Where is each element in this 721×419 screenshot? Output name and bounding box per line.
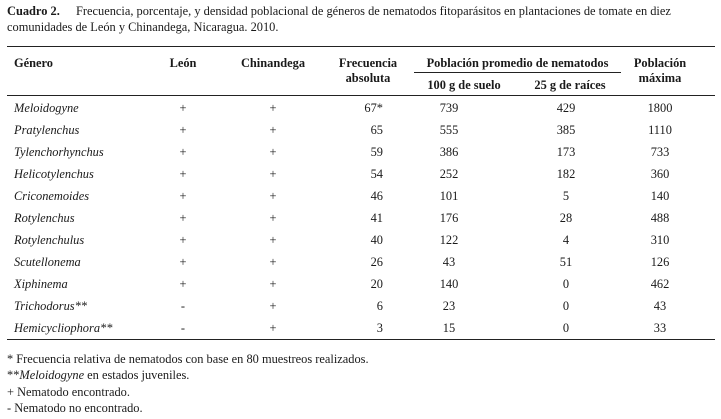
cell-raices: 0 <box>562 277 570 291</box>
footnote-juveniles-genus: Meloidogyne <box>19 368 85 383</box>
table-bottom-rule <box>7 339 715 340</box>
cell-leon: + <box>179 255 187 269</box>
cell-leon: + <box>179 123 187 137</box>
cell-maxima: 733 <box>650 145 670 159</box>
table-caption <box>7 3 715 35</box>
cell-leon: + <box>179 277 187 291</box>
header-maxima-line2: máxima <box>638 71 682 85</box>
cell-suelo: 386 <box>439 145 459 159</box>
cell-genero: Helicotylenchus <box>14 167 94 181</box>
caption-text-line1: Frecuencia, porcentaje, y densidad poblacional de géneros de nematodos fitoparásitos en plantaciones de tomate en diez <box>76 4 671 18</box>
cell-leon: + <box>179 211 187 225</box>
cell-suelo: 43 <box>442 255 456 269</box>
cell-suelo: 122 <box>439 233 459 247</box>
cell-genero: Rotylenchus <box>14 211 75 225</box>
caption-text-line2: comunidades de León y Chinandega, Nicaragua. 2010. <box>7 20 279 34</box>
footnote-encontrado: + Nematodo encontrado. <box>7 384 130 399</box>
cell-raices: 4 <box>562 233 570 247</box>
cell-leon: - <box>180 299 186 313</box>
cell-maxima: 140 <box>650 189 670 203</box>
cell-suelo: 176 <box>439 211 459 225</box>
cell-raices: 173 <box>556 145 576 159</box>
poblacion-subheader-rule <box>414 72 621 73</box>
header-leon: León <box>169 56 197 70</box>
footnote-no-encontrado: - Nematodo no encontrado. <box>7 400 143 415</box>
cell-frecuencia: 46 <box>370 189 383 203</box>
cell-leon: + <box>179 167 187 181</box>
cell-genero: Scutellonema <box>14 255 81 269</box>
cell-suelo: 252 <box>439 167 459 181</box>
cell-suelo: 555 <box>439 123 459 137</box>
header-bottom-rule <box>7 95 715 96</box>
cell-raices: 0 <box>562 321 570 335</box>
cell-frecuencia: 26 <box>370 255 383 269</box>
cell-genero: Meloidogyne <box>14 101 79 115</box>
cell-suelo: 140 <box>439 277 459 291</box>
header-suelo: 100 g de suelo <box>427 78 501 92</box>
cell-chinandega: + <box>269 277 277 291</box>
cell-suelo: 23 <box>442 299 456 313</box>
cell-raices: 385 <box>556 123 576 137</box>
cell-chinandega: + <box>269 123 277 137</box>
cell-chinandega: + <box>269 167 277 181</box>
header-poblacion-promedio: Población promedio de nematodos <box>426 56 609 70</box>
cell-genero: Criconemoides <box>14 189 90 203</box>
cell-frecuencia: 59 <box>370 145 383 159</box>
footnote-juveniles <box>7 367 369 383</box>
cell-maxima: 462 <box>650 277 670 291</box>
cell-chinandega: + <box>269 145 277 159</box>
cell-maxima: 1110 <box>648 123 672 137</box>
cell-leon: - <box>180 321 186 335</box>
cell-frecuencia: 3 <box>376 321 383 335</box>
cell-chinandega: + <box>269 255 277 269</box>
cell-chinandega: + <box>269 101 277 115</box>
header-frecuencia-line2: absoluta <box>345 71 391 85</box>
header-frecuencia-line1: Frecuencia <box>338 56 398 70</box>
cell-genero: Tylenchorhynchus <box>14 145 104 159</box>
header-raices: 25 g de raíces <box>534 78 606 92</box>
cell-chinandega: + <box>269 211 277 225</box>
cell-maxima: 488 <box>650 211 670 225</box>
cell-leon: + <box>179 233 187 247</box>
cell-leon: + <box>179 145 187 159</box>
cell-chinandega: + <box>269 233 277 247</box>
cell-raices: 0 <box>562 299 570 313</box>
header-maxima-line1: Población <box>633 56 687 70</box>
cell-maxima: 33 <box>653 321 667 335</box>
header-chinandega: Chinandega <box>240 56 306 70</box>
table-footnotes <box>7 351 369 416</box>
cell-maxima: 1800 <box>647 101 673 115</box>
cell-genero: Trichodorus** <box>14 299 87 313</box>
cell-frecuencia: 65 <box>370 123 383 137</box>
cell-suelo: 101 <box>439 189 459 203</box>
cell-frecuencia: 54 <box>370 167 383 181</box>
cell-chinandega: + <box>269 189 277 203</box>
header-genero: Género <box>14 56 53 70</box>
cell-raices: 182 <box>556 167 576 181</box>
cell-genero: Pratylenchus <box>14 123 80 137</box>
cell-frecuencia: 67* <box>364 101 383 115</box>
cell-genero: Hemicycliophora** <box>14 321 113 335</box>
cell-frecuencia: 40 <box>370 233 383 247</box>
cell-raices: 28 <box>559 211 573 225</box>
footnote-juveniles-text: en estados juveniles. <box>84 368 190 383</box>
footnote-juveniles-prefix: ** <box>7 368 20 383</box>
footnote-frecuencia: * Frecuencia relativa de nematodos con base en 80 muestreos realizados. <box>7 352 369 366</box>
cell-chinandega: + <box>269 299 277 313</box>
cell-raices: 51 <box>559 255 573 269</box>
cell-leon: + <box>179 101 187 115</box>
cell-suelo: 15 <box>442 321 456 335</box>
cell-frecuencia: 41 <box>370 211 383 225</box>
cell-maxima: 126 <box>650 255 670 269</box>
cell-maxima: 310 <box>650 233 670 247</box>
cell-maxima: 43 <box>653 299 667 313</box>
cell-suelo: 739 <box>439 101 459 115</box>
cell-frecuencia: 20 <box>370 277 383 291</box>
cell-raices: 429 <box>556 101 576 115</box>
caption-label: Cuadro 2. <box>7 4 60 18</box>
cell-raices: 5 <box>562 189 570 203</box>
cell-frecuencia: 6 <box>376 299 383 313</box>
cell-maxima: 360 <box>650 167 670 181</box>
cell-genero: Rotylenchulus <box>14 233 85 247</box>
table-top-rule <box>7 46 715 47</box>
cell-leon: + <box>179 189 187 203</box>
cell-genero: Xiphinema <box>14 277 68 291</box>
cell-chinandega: + <box>269 321 277 335</box>
